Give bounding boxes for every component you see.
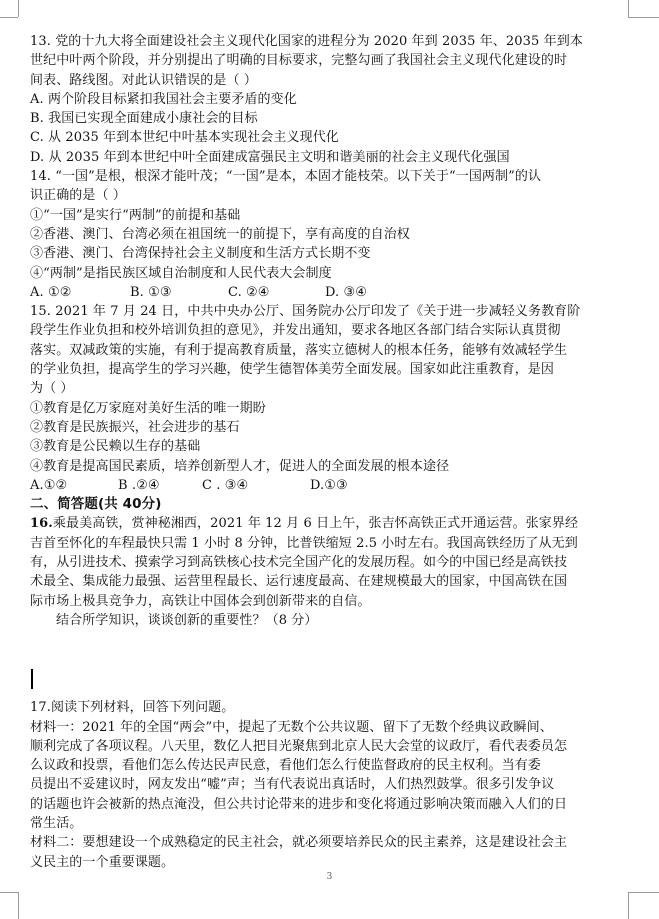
q14-option-a: A. ①② <box>30 284 72 300</box>
q14-statement-3: ③香港、澳门、台湾保持社会主义制度和生活方式长期不变 <box>30 246 371 262</box>
answer-space[interactable] <box>30 630 622 698</box>
q15-stem-line: 的学业负担，提高学生的学习兴趣，使学生德智体美劳全面发展。国家如此注重教育，是因 <box>30 362 555 378</box>
q13-option-d: D. 从 2035 年到本世纪中叶全面建成富强民主文明和谐美丽的社会主义现代化强国 <box>30 149 510 165</box>
crop-mark-top-left-v <box>18 0 19 17</box>
q15-statement-1: ①教育是亿万家庭对美好生活的唯一期盼 <box>30 400 266 416</box>
q15-stem-line: 段学生作业负担和校外培训负担的意见》，并发出通知，要求各地区各部门结合实际认真贯彻 <box>30 323 561 339</box>
q14-stem-line: 识正确的是（ ） <box>30 188 126 204</box>
crop-mark-bottom-right-v <box>628 892 629 919</box>
crop-mark-top-left-h <box>0 17 18 18</box>
q14-option-d: D. ③④ <box>325 284 368 300</box>
question-15 <box>30 302 622 495</box>
question-13 <box>30 32 622 167</box>
q15-stem-line: 15. 2021 年 7 月 24 日，中共中央办公厅、国务院办公厅印发了《关于进一步减轻义务教育阶 <box>30 304 581 320</box>
q15-options <box>30 476 622 495</box>
q17-material1-line: 材料一：2021 年的全国“两会”中，提起了无数个公共议题、留下了无数个经典议政瞬间、 <box>30 719 553 735</box>
q14-statement-1: ①“一国”是实行“两制”的前提和基础 <box>30 207 241 223</box>
q16-stem-line: 有，从引进技术、摸索学习到高铁核心技术完全国产化的发展历程。如今的中国已经是高铁技 <box>30 555 568 571</box>
q17-material1-line: 么议政和投票，看他们怎么传达民声民意，看他们怎么行使监督政府的民主权利。当有委 <box>30 758 541 774</box>
question-16 <box>30 514 622 630</box>
q15-stem-line: 落实。双减政策的实施，有利于提高教育质量，落实立德树人的根本任务，能够有效减轻学生 <box>30 342 568 358</box>
q16-stem-line: 术最全、集成能力最强、运营里程最长、运行速度最高、在建规模最大的国家，中国高铁在国 <box>30 574 568 590</box>
q13-option-b: B. 我国已实现全面建成小康社会的目标 <box>30 111 258 127</box>
section-heading: 二、简答题(共 40分) <box>30 496 162 513</box>
question-17 <box>30 698 622 872</box>
q13-stem-line: 间表、路线图。对此认识错误的是（ ） <box>30 72 257 88</box>
q14-statement-4: ④“两制”是指民族区域自治制度和人民代表大会制度 <box>30 265 332 281</box>
q15-option-d: D.①③ <box>310 477 348 493</box>
q14-stem-line: 14. “一国”是根，根深才能叶茂；“一国”是本，本固才能枝荣。以下关于“一国两制”的认 <box>30 169 542 185</box>
q16-stem-line: 际市场上极具竞争力，高铁让中国体会到创新带来的自信。 <box>30 593 371 609</box>
q17-material1-line: 的话题也许会被新的热点淹没，但公共讨论带来的进步和变化将通过影响决策而融入人们的日 <box>30 796 568 812</box>
q17-material1-line: 员提出不妥建议时，网友发出“嘘”声；当有代表说出真话时，人们热烈鼓掌。很多引发争议 <box>30 777 555 793</box>
q15-option-c: C . ③④ <box>202 477 249 493</box>
q14-option-c: C. ②④ <box>228 284 270 300</box>
q15-option-b: B .②④ <box>118 477 160 493</box>
q15-stem-line: 为（ ） <box>30 381 74 397</box>
q14-options <box>30 283 622 302</box>
q16-stem-line: 吉首至怀化的车程最快只需 1 小时 8 分钟，比普铁缩短 2.5 小时左右。我国高铁经历了从无到 <box>30 535 578 551</box>
crop-mark-top-right-h <box>628 17 659 18</box>
q17-material1-line: 常生活。 <box>30 815 83 831</box>
q14-statement-2: ②香港、澳门、台湾必须在祖国统一的前提下，享有高度的自治权 <box>30 226 410 242</box>
question-14 <box>30 167 622 302</box>
q15-statement-4: ④教育是提高国民素质，培养创新型人才，促进人的全面发展的根本途径 <box>30 458 450 474</box>
q13-stem-line: 世纪中叶两个阶段，并分别提出了明确的目标要求，完整勾画了我国社会主义现代化建设的时 <box>30 53 568 69</box>
crop-mark-bottom-right-h <box>628 892 659 893</box>
document-body <box>30 32 622 872</box>
crop-mark-top-right-v <box>628 0 629 17</box>
q17-material2-line: 材料二：要想建设一个成熟稳定的民主社会，就必须要培养民众的民主素养，这是建设社会主 <box>30 835 568 851</box>
page-number: 3 <box>326 872 333 882</box>
q14-option-b: B. ①③ <box>130 284 172 300</box>
crop-mark-bottom-left-v <box>18 892 19 919</box>
q16-number: 16. <box>30 516 53 532</box>
q13-option-c: C. 从 2035 年到本世纪中叶基本实现社会主义现代化 <box>30 130 339 146</box>
q13-option-a: A. 两个阶段目标紧扣我国社会主要矛盾的变化 <box>30 91 297 107</box>
crop-mark-bottom-left-h <box>0 892 18 893</box>
q17-material1-line: 顺利完成了各项议程。八天里，数亿人把目光聚焦到北京人民大会堂的议政厅，看代表委员怎 <box>30 738 568 754</box>
q17-title: 17.阅读下列材料，回答下列问题。 <box>30 700 235 716</box>
q15-statement-2: ②教育是民族振兴，社会进步的基石 <box>30 419 240 435</box>
q17-material2-line: 义民主的一个重要课题。 <box>30 854 175 870</box>
q13-stem-line: 13. 党的十九大将全面建设社会主义现代化国家的进程分为 2020 年到 2035 年、2035 年到本 <box>30 34 583 49</box>
q16-question: 结合所学知识，谈谈创新的重要性？（8 分） <box>56 612 318 628</box>
q15-statement-3: ③教育是公民赖以生存的基础 <box>30 439 201 455</box>
q16-stem-line: 乘最美高铁，赏神秘湘西，2021 年 12 月 6 日上午，张吉怀高铁正式开通运营。张家界经 <box>52 516 579 532</box>
q15-option-a: A.①② <box>30 477 68 493</box>
text-cursor <box>31 669 33 689</box>
